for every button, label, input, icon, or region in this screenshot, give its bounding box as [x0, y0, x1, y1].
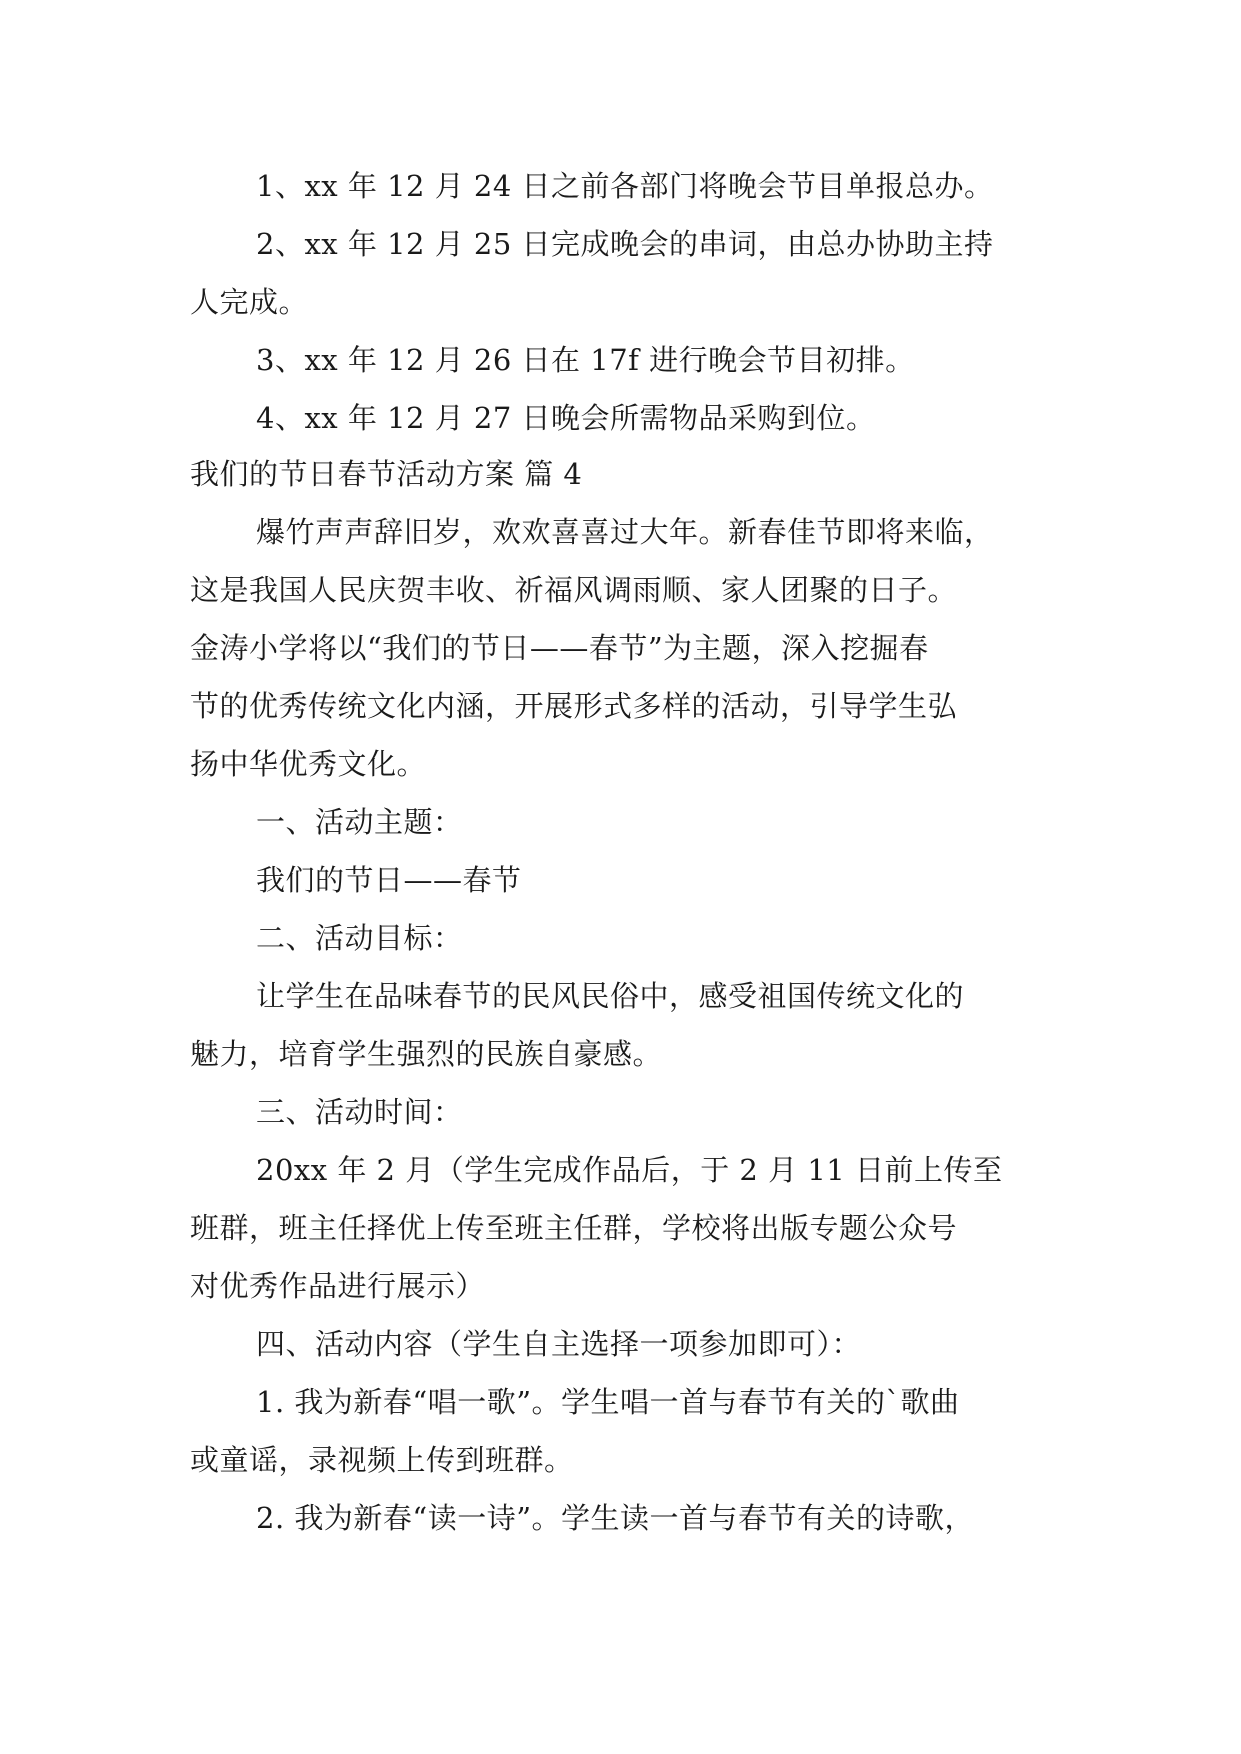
paragraph-line: 扬中华优秀文化。	[190, 747, 427, 781]
paragraph-line: 4、xx 年 12 月 27 日晚会所需物品采购到位。	[256, 401, 876, 435]
subheading-theme: 一、活动主题：	[256, 805, 463, 839]
subheading-goal: 二、活动目标：	[256, 921, 463, 955]
subheading-content: 四、活动内容（学生自主选择一项参加即可）：	[256, 1327, 862, 1361]
paragraph-line: 班群，班主任择优上传至班主任群，学校将出版专题公众号	[190, 1211, 958, 1245]
paragraph-line: 2、xx 年 12 月 25 日完成晚会的串词，由总办协助主持	[256, 227, 994, 261]
paragraph-line: 魅力，培育学生强烈的民族自豪感。	[190, 1037, 663, 1071]
paragraph-line: 这是我国人民庆贺丰收、祈福风调雨顺、家人团聚的日子。	[190, 573, 958, 607]
paragraph-line: 人完成。	[190, 285, 309, 319]
paragraph-line: 或童谣，录视频上传到班群。	[190, 1443, 574, 1477]
paragraph-line: 1、xx 年 12 月 24 日之前各部门将晚会节目单报总办。	[256, 169, 994, 203]
paragraph-line: 1. 我为新春“唱一歌”。学生唱一首与春节有关的`歌曲	[256, 1385, 960, 1419]
paragraph-line: 3、xx 年 12 月 26 日在 17f 进行晚会节目初排。	[256, 343, 915, 377]
subheading-time: 三、活动时间：	[256, 1095, 463, 1129]
paragraph-line: 节的优秀传统文化内涵，开展形式多样的活动，引导学生弘	[190, 689, 958, 723]
paragraph-line: 2. 我为新春“读一诗”。学生读一首与春节有关的诗歌，	[256, 1501, 975, 1535]
section-heading: 我们的节日春节活动方案 篇 4	[190, 457, 583, 491]
paragraph-line: 20xx 年 2 月（学生完成作品后，于 2 月 11 日前上传至	[256, 1153, 1003, 1187]
paragraph-line: 对优秀作品进行展示）	[190, 1269, 486, 1303]
paragraph-line: 我们的节日——春节	[256, 863, 522, 897]
paragraph-line: 爆竹声声辞旧岁，欢欢喜喜过大年。新春佳节即将来临，	[256, 515, 994, 549]
paragraph-line: 金涛小学将以“我们的节日——春节”为主题，深入挖掘春	[190, 631, 929, 665]
paragraph-line: 让学生在品味春节的民风民俗中，感受祖国传统文化的	[256, 979, 965, 1013]
